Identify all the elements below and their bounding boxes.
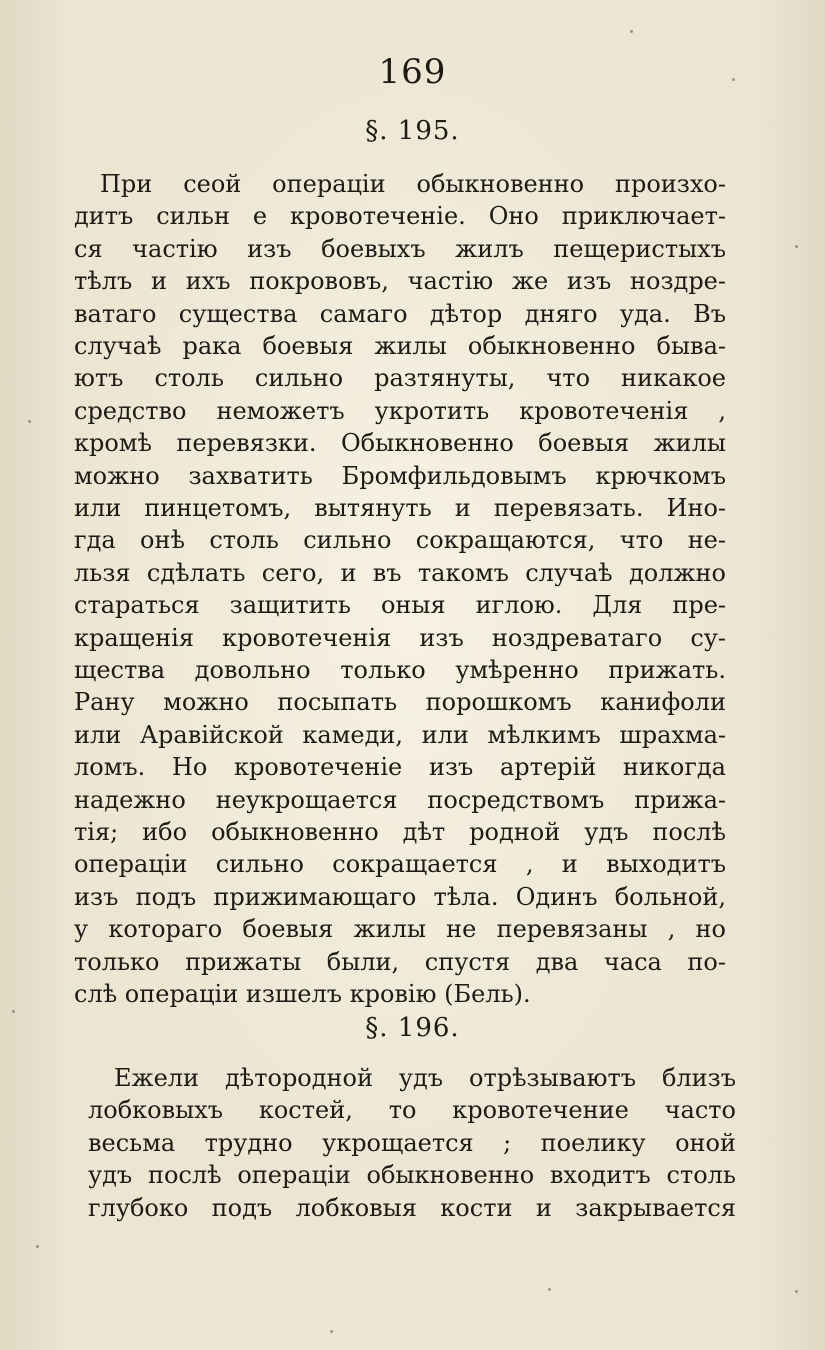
text-line: слѣ операціи изшелъ кровію (Бель).: [74, 980, 531, 1008]
paper-speck: [330, 1330, 333, 1333]
text-line: только прижаты были, спустя два часа по-: [74, 947, 726, 976]
paper-speck: [795, 245, 798, 248]
text-line: можно захватить Бромфильдовымъ крючкомъ: [74, 461, 726, 490]
paper-speck: [795, 1290, 798, 1293]
page-number: 169: [378, 52, 447, 92]
text-line: средство неможетъ укротить кровотеченія ,: [74, 396, 726, 425]
paper-speck: [36, 1245, 39, 1248]
paper-speck: [12, 1010, 15, 1013]
text-line: Ежели дѣтородной удъ отрѣзываютъ близъ: [114, 1064, 736, 1092]
text-line: или Аравійской камеди, или мѣлкимъ шрахма-: [74, 720, 726, 749]
paper-speck: [630, 30, 633, 33]
text-line: удъ послѣ операціи обыкновенно входитъ столь: [88, 1161, 736, 1190]
text-line: операціи сильно сокращается , и выходитъ: [74, 850, 726, 879]
section-196-heading: §. 196.: [365, 1013, 460, 1043]
paper-speck: [732, 78, 735, 81]
text-line: гда онѣ столь сильно сокращаются, что не-: [74, 526, 726, 555]
text-line: ломъ. Но кровотеченіе изъ артерій никогда: [74, 753, 726, 782]
text-line: тѣлъ и ихъ покрововъ, частію же изъ ноздре-: [74, 267, 726, 296]
section-195-heading: §. 195.: [365, 116, 460, 146]
text-line: глубоко подъ лобковыя кости и закрывается: [88, 1193, 736, 1222]
text-line: кромѣ перевязки. Обыкновенно боевыя жилы: [74, 429, 726, 458]
paper-speck: [28, 420, 31, 423]
text-line: Рану можно посыпать порошкомъ канифоли: [74, 688, 726, 717]
text-line: щества довольно только умѣренно прижать.: [74, 656, 726, 684]
text-line: стараться защитить оныя иглою. Для пре-: [74, 591, 726, 620]
text-line: тія; ибо обыкновенно дѣт родной удъ послѣ: [74, 818, 726, 846]
text-line: кращенія кровотеченія изъ ноздреватаго су-: [74, 623, 726, 652]
text-line: ватаго существа самаго дѣтор дняго уда. Въ: [74, 299, 726, 328]
text-line: ся частію изъ боевыхъ жилъ пещеристыхъ: [74, 234, 726, 263]
text-line: дитъ сильн е кровотеченіе. Оно приключает-: [74, 202, 726, 231]
text-line: весьма трудно укрощается ; поелику оной: [88, 1128, 736, 1157]
text-line: льзя сдѣлать сего, и въ такомъ случаѣ должно: [74, 558, 726, 587]
text-line: случаѣ рака боевыя жилы обыкновенно быва-: [74, 332, 726, 360]
text-line: При сеой операціи обыкновенно произхо-: [100, 170, 726, 198]
paper-speck: [548, 1288, 551, 1291]
text-line: надежно неукрощается посредствомъ прижа-: [74, 785, 726, 814]
text-line: лобковыхъ костей, то кровотечение часто: [88, 1096, 736, 1125]
text-line: или пинцетомъ, вытянуть и перевязать. Ино-: [74, 494, 726, 522]
text-line: ютъ столь сильно разтянуты, что никакое: [74, 364, 726, 393]
text-line: у котораго боевыя жилы не перевязаны , но: [74, 915, 726, 944]
text-line: изъ подъ прижимающаго тѣла. Одинъ больной,: [74, 882, 726, 911]
